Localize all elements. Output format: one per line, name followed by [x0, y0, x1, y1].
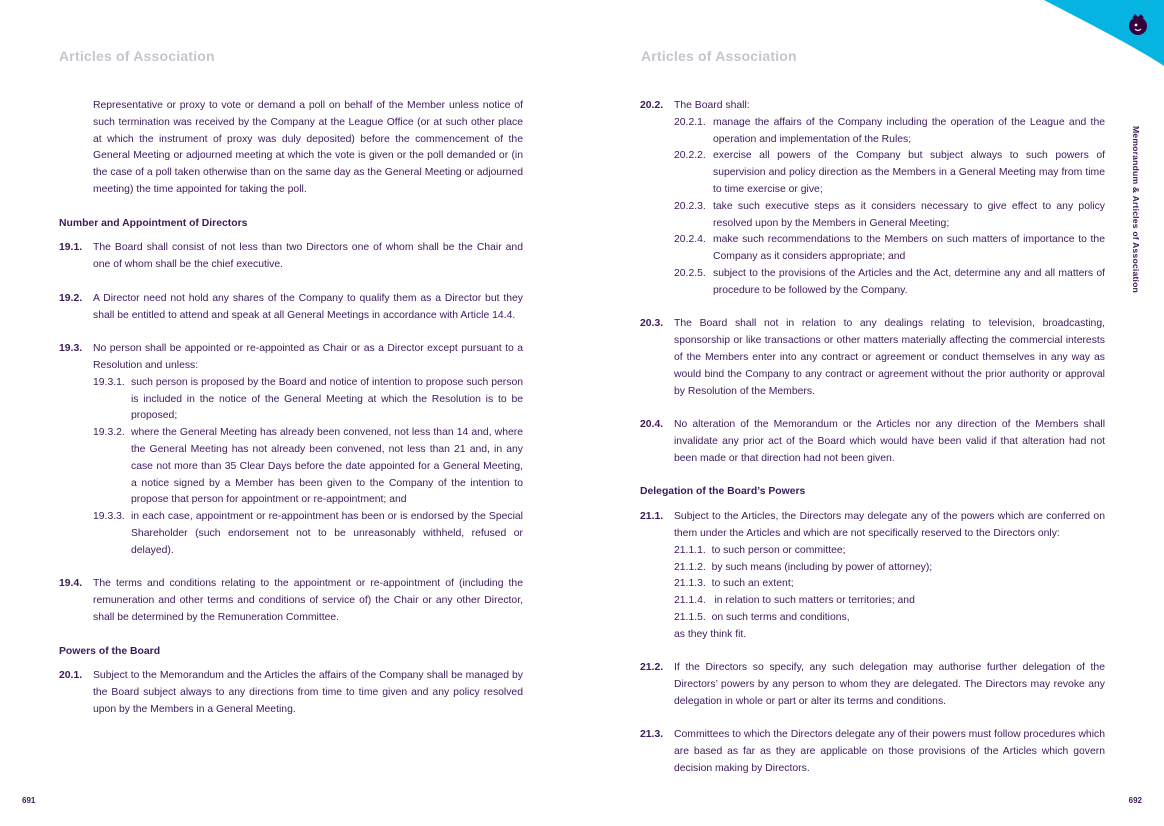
clause-number: 21.3.	[640, 729, 664, 741]
clause-21-3	[640, 727, 1105, 777]
clause-text: The terms and conditions relating to the appointment or re-appointment of (including the remuneration and other terms and conditions of service of) the Chair or any other Director, shall be determined by the Remuneration Committee.	[93, 578, 523, 623]
clause-number: 21.1.3.	[674, 578, 706, 590]
cyan-swoosh	[1044, 0, 1164, 66]
clause-21-1-5	[640, 610, 1105, 627]
clause-text: exercise all powers of the Company but subject always to such powers of supervision and policy direction as the Members in a General Meeting may from time to time exercise or give;	[713, 150, 1105, 195]
clause-number: 21.1.	[640, 511, 664, 523]
clause-number: 19.3.	[59, 343, 83, 355]
clause-text: Subject to the Memorandum and the Articles the affairs of the Company shall be managed by the Board subject always to any directions from time to time given and any policy resolved upon by the Members in a General Meeting.	[93, 670, 523, 715]
left-page-number: 691	[22, 796, 36, 805]
clause-21-1-2	[640, 560, 1105, 577]
heading-directors: Number and Appointment of Directors	[59, 217, 248, 229]
clause-number: 20.2.	[640, 100, 664, 111]
clause-number: 21.1.5.	[674, 611, 706, 623]
clause-number: 21.1.4.	[674, 595, 706, 607]
clause-21-1-1	[640, 543, 1105, 560]
clause-21-2	[640, 660, 1105, 710]
clause-number: 20.2.5.	[674, 267, 706, 279]
clause-number: 19.4.	[59, 578, 83, 590]
clause-number: 21.1.1.	[674, 544, 706, 556]
left-page-header: Articles of Association	[59, 48, 215, 64]
clause-number: 21.2.	[640, 662, 664, 674]
clause-20-1	[59, 668, 523, 718]
clause-19-2	[59, 291, 523, 325]
left-page-content	[59, 98, 523, 719]
side-title: Memorandum & Articles of Association	[1131, 126, 1141, 294]
clause-number: 20.4.	[640, 419, 664, 431]
clause-text: to such an extent;	[711, 578, 794, 590]
clause-20-2-4	[640, 232, 1105, 266]
clause-20-2	[640, 98, 1105, 115]
clause-19-3	[59, 341, 523, 375]
clause-number: 19.3.2.	[93, 427, 125, 439]
clause-20-4	[640, 417, 1105, 467]
clause-number: 20.2.4.	[674, 234, 706, 246]
clause-number: 20.3.	[640, 318, 664, 330]
clause-text: Committees to which the Directors delegate any of their powers must follow procedures which are based as far as they are applicable on those provisions of the Articles which govern decision making by Directors.	[674, 729, 1105, 775]
clause-number: 20.2.2.	[674, 150, 706, 162]
clause-text: No alteration of the Memorandum or the Articles nor any direction of the Members shall invalidate any prior act of the Board which would have been valid if that alteration had not been made or that direction had not been given.	[674, 419, 1105, 464]
clause-21-1-3	[640, 576, 1105, 593]
clause-text: If the Directors so specify, any such delegation may authorise further delegation of the Directors’ powers by any person to whom they are delegated. The Directors may revoke any delegation in whole or part or alter its terms and conditions.	[674, 662, 1105, 707]
clause-number: 19.3.3.	[93, 511, 125, 523]
clause-20-2-1	[640, 115, 1105, 149]
clause-19-1	[59, 240, 523, 274]
clause-text: The Board shall consist of not less than two Directors one of whom shall be the Chair and one of whom shall be the chief executive.	[93, 242, 523, 271]
clause-number: 19.3.1.	[93, 376, 125, 388]
clause-text: to such person or committee;	[711, 544, 846, 556]
clause-text: A Director need not hold any shares of the Company to qualify them as a Director but they shall be entitled to attend and speak at all General Meetings in accordance with Article 14.4.	[93, 292, 523, 321]
clause-number: 19.2.	[59, 292, 83, 304]
clause-text: The Board shall:	[674, 100, 750, 111]
heading-powers: Powers of the Board	[59, 645, 161, 657]
clause-number: 20.2.1.	[674, 116, 706, 128]
clause-text: where the General Meeting has already been convened, not less than 14 and, where the General Meeting has not already been convened, not less than 21 and, in any case not more than 35 Clear Days before the date appointed for a General Meeting, a notice signed by a Member has been given to the Company of the intention to propose that person for appointment or re-appointment; and	[131, 427, 523, 506]
clause-number: 21.1.2.	[674, 561, 706, 573]
clause-21-1-tail: as they think fit.	[674, 628, 747, 640]
clause-20-3	[640, 316, 1105, 400]
right-page-number: 692	[1128, 796, 1142, 805]
clause-number: 20.1.	[59, 670, 83, 682]
clause-text: subject to the provisions of the Articles and the Act, determine any and all matters of procedure to be followed by the Company.	[713, 267, 1105, 296]
clause-text: The Board shall not in relation to any dealings relating to television, broadcasting, sponsorship or like transactions or other matters materially affecting the commercial interests of the Members enter into any contract or agreement or conduct themselves in any way as would bind the Company to any contract or agreement without the prior authority or approval by Resolution of the Members.	[674, 318, 1105, 397]
right-page-header: Articles of Association	[641, 48, 797, 64]
clause-21-1-4	[640, 593, 1105, 610]
right-page-content	[640, 98, 1105, 778]
clause-19-3-1	[59, 375, 523, 425]
clause-19-3-3	[59, 509, 523, 559]
clause-text: by such means (including by power of attorney);	[711, 561, 933, 573]
clause-number: 19.1.	[59, 242, 83, 254]
intro-paragraph: Representative or proxy to vote or demand a poll on behalf of the Member unless notice of such termination was received by the Company at the League Office (or at such other place at which the instrument of proxy was duly deposited) before the commencement of the General Meeting or adjourned meeting at which the vote is given or the poll demanded or (in the case of a poll taken otherwise than on the same day as the General Meeting or adjourned meeting) the time appointed for taking the poll.	[93, 100, 523, 195]
clause-text: take such executive steps as it considers necessary to give effect to any policy resolved upon by the Members in General Meeting;	[713, 200, 1105, 229]
clause-number: 20.2.3.	[674, 200, 706, 212]
clause-text: Subject to the Articles, the Directors may delegate any of the powers which are conferred on them under the Articles and which are not specifically reserved to the Directors only:	[674, 511, 1105, 539]
clause-text: in each case, appointment or re-appointment has been or is endorsed by the Special Shareholder (such endorsement not to be unreasonably withheld, refused or delayed).	[131, 511, 523, 556]
right-page	[582, 0, 1164, 826]
clause-text: make such recommendations to the Members on such matters of importance to the Company as it considers appropriate; and	[713, 234, 1105, 263]
clause-19-3-2	[59, 425, 523, 509]
clause-text: such person is proposed by the Board and notice of intention to propose such person is included in the notice of the General Meeting at which the Resolution is to be proposed;	[131, 376, 523, 422]
clause-text: No person shall be appointed or re-appointed as Chair or as a Director except pursuant to a Resolution and unless:	[93, 343, 523, 371]
clause-text: on such terms and conditions,	[711, 611, 850, 623]
clause-19-4	[59, 576, 523, 626]
clause-20-2-5	[640, 266, 1105, 300]
clause-text: in relation to such matters or territories; and	[714, 595, 915, 607]
clause-20-2-2	[640, 148, 1105, 198]
clause-text: manage the affairs of the Company including the operation of the League and the operation and implementation of the Rules;	[713, 116, 1105, 145]
heading-delegation: Delegation of the Board’s Powers	[640, 486, 806, 498]
clause-20-2-3	[640, 199, 1105, 233]
corner-accent	[1022, 0, 1164, 66]
clause-21-1	[640, 509, 1105, 543]
